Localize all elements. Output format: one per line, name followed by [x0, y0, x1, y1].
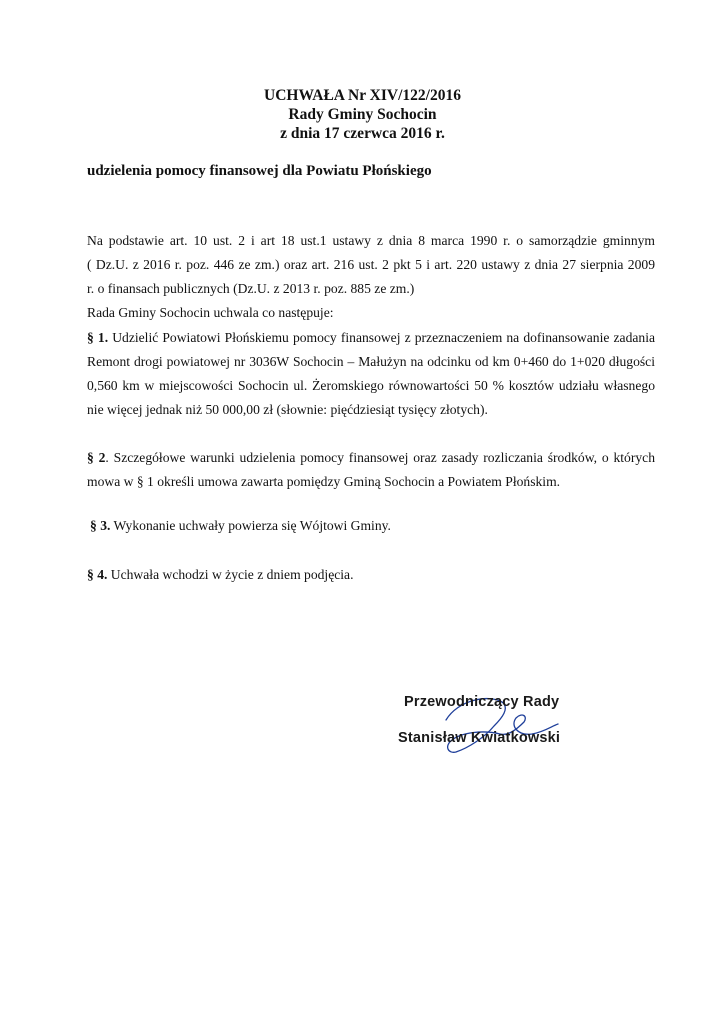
- section-1-text: Udzielić Powiatowi Płońskiemu pomocy finansowej z przeznaczeniem na dofinansowanie zadania: [108, 330, 656, 345]
- section-1-mark: § 1.: [87, 330, 109, 345]
- resolution-title: UCHWAŁA Nr XIV/122/2016: [264, 87, 461, 104]
- section-1-line: nie więcej jednak niż 50 000,00 zł (słownie: pięćdziesiąt tysięcy złotych).: [87, 402, 488, 417]
- preamble-line: Rada Gminy Sochocin uchwala co następuje:: [87, 305, 334, 320]
- section-2: [87, 446, 655, 494]
- resolution-date: z dnia 17 czerwca 2016 r.: [280, 125, 445, 142]
- section-2-text: . Szczegółowe warunki udzielenia pomocy finansowej oraz zasady rozliczania środków, o których: [105, 450, 655, 465]
- section-4-line: [87, 563, 655, 587]
- section-3-mark: § 3.: [90, 518, 111, 533]
- section-4: [87, 563, 655, 587]
- preamble-line: Na podstawie art. 10 ust. 2 i art 18 ust.1 ustawy z dnia 8 marca 1990 r. o samorządzie gminnym: [87, 233, 655, 248]
- signatory-role: Przewodniczący Rady: [404, 694, 560, 710]
- resolution-issuer: Rady Gminy Sochocin: [288, 106, 437, 123]
- preamble-line: ( Dz.U. z 2016 r. poz. 446 ze zm.) oraz art. 216 ust. 2 pkt 5 i art. 220 ustawy z dnia 27 sierpnia 2009: [87, 257, 655, 272]
- section-3: [90, 514, 658, 538]
- section-2-line: [87, 446, 655, 470]
- section-1: [87, 326, 655, 422]
- section-4-mark: § 4.: [87, 567, 108, 582]
- resolution-subject: udzielenia pomocy finansowej dla Powiatu Płońskiego: [87, 163, 432, 179]
- signature-block: [398, 690, 568, 760]
- section-1-line: [87, 326, 655, 350]
- section-1-line: Remont drogi powiatowej nr 3036W Sochocin – Małużyn na odcinku od km 0+460 do 1+020 długości: [87, 354, 655, 369]
- section-3-line: [90, 514, 658, 538]
- section-2-line: mowa w § 1 określi umowa zawarta pomiędzy Gminą Sochocin a Powiatem Płońskim.: [87, 474, 561, 489]
- preamble-line: r. o finansach publicznych (Dz.U. z 2013 r. poz. 885 ze zm.): [87, 281, 415, 296]
- section-2-mark: § 2: [87, 450, 106, 465]
- section-3-text: Wykonanie uchwały powierza się Wójtowi Gminy.: [110, 518, 391, 533]
- preamble: [87, 229, 655, 325]
- signatory-name: Stanisław Kwiatkowski: [398, 730, 561, 746]
- resolution-header: [0, 86, 725, 143]
- section-4-text: Uchwała wchodzi w życie z dniem podjęcia.: [107, 567, 354, 582]
- section-1-line: 0,560 km w miejscowości Sochocin ul. Żeromskiego równowartości 50 % kosztów udziału własnego: [87, 378, 655, 393]
